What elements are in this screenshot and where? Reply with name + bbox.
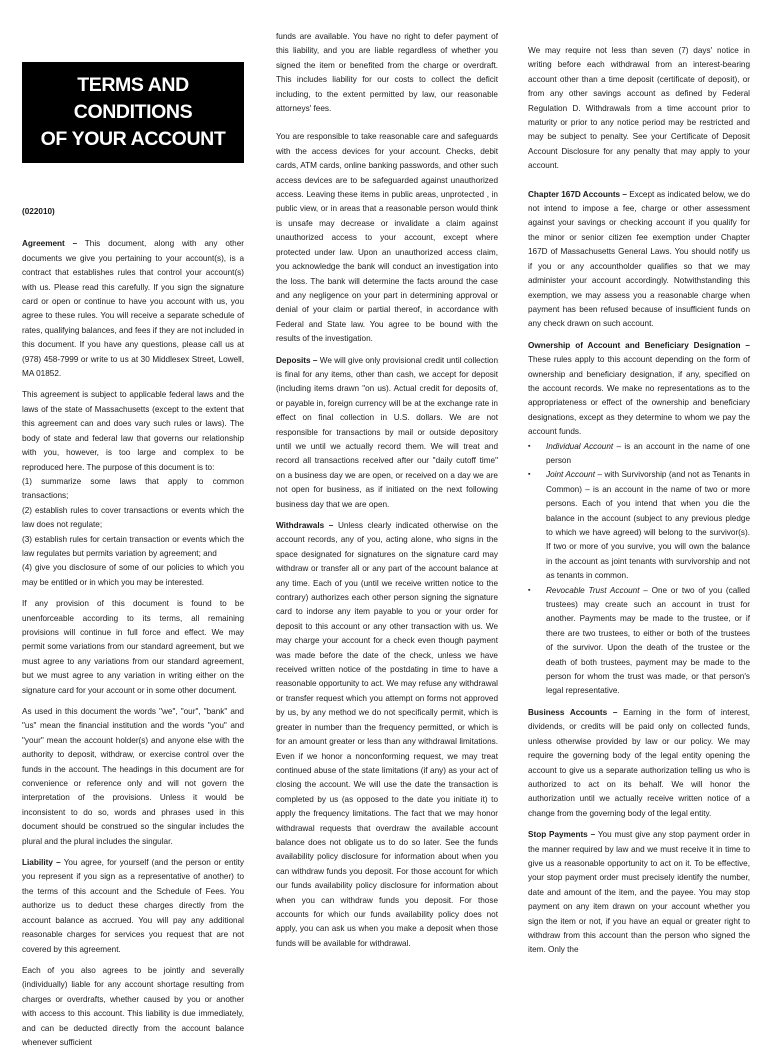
purpose-item-4: (4) give you disclosure of some of our policies to which you may be entitled or in which you may be interested. [22, 563, 244, 587]
list-item [528, 440, 750, 469]
column-1 [22, 62, 244, 1057]
stop-payments-text: You must give any stop payment order in the manner required by law and we must receive it in time to give us a reasonable opportunity to act on it. To be effective, your stop payment order must precisely identify the number, date and amount of the item, and the payee. You may stop payment on any item drawn on your account whether you sign the item or not, if you have an equal or greater right to withdraw from this account than the person who signed the item. Only the [528, 830, 750, 955]
individual-account-text: – is an account in the name of one person [546, 441, 750, 465]
purpose-item-3: (3) establish rules for certain transaction or events which the law regulates but permits variation by agreement; and [22, 534, 244, 558]
purpose-item-2: (2) establish rules to cover transactions or events which the law does not regulate; [22, 505, 244, 530]
liability-paragraph [22, 856, 244, 957]
deposits-paragraph [276, 354, 498, 512]
definitions-paragraph: As used in this document the words "we", "our", "bank" and "us" mean the financial institution and the words "you" and "your" mean the account holder(s) and anyone else with the authority to deposit, withdraw, or exercise control over the funds in the account. The headings in this document are for convenience or reference only and will not govern the interpretation of the provisions. Unless it would be inconsistent to do so, words and phrases used in this document should be construed so the singular includes the plural and the plural includes the singular. [22, 707, 244, 846]
withdrawals-paragraph [276, 519, 498, 951]
ownership-text: These rules apply to this account depending on the form of ownership and beneficiary designation, if any, specified on the account records. We make no representations as to the appropriateness or effect of the ownership and beneficiary designations, except as they determine to whom we pay the account funds. [528, 355, 750, 437]
stop-payments-paragraph [528, 828, 750, 958]
revocable-trust-text: – One or two of you (called trustees) may create such an account in trust for another. Payments may be made to the trustee, or if there are two trustees, to either or both of the trustees of the survivor. Upon the death of the trustee or the death of both trustees, payment may be made to the person for whom the trust was made, or that person's legal representative. [546, 585, 750, 696]
individual-account-term: Individual Account [546, 441, 614, 451]
deposits-heading: Deposits – [276, 355, 318, 365]
business-accounts-heading: Business Accounts – [528, 707, 618, 717]
agreement-paragraph [22, 237, 244, 381]
agreement-heading: Agreement – [22, 239, 78, 249]
unenforceable-paragraph: If any provision of this document is found to be unenforceable according to its terms, all remaining provisions will continue in full force and effect. We may permit some variations from our standard agreement, but we must agree to any variations from our standard agreement, but we must agree to any variation in writing either on the signature card for your account or in some other document. [22, 599, 244, 695]
business-accounts-text: Earning in the form of interest, dividends, or credits will be paid only on collected funds, unless otherwise provided by law or our policy. We may require the governing body of the legal entity opening the account to give us a separate authorization telling us who is authorized to act on its behalf. We will honor the authorization until we actually receive written notice of a change from the governing body of the legal entity. [528, 707, 750, 818]
stop-payments-heading: Stop Payments – [528, 830, 596, 840]
safeguards-paragraph: You are responsible to take reasonable care and safeguards with the access devices for your account. Checks, debit cards, ATM cards, online banking passwords, and other such access devices are to be safeguarded against unauthorized access. Leaving these items in public areas, unprotected , in public view, or in areas that a reasonable person would think is unsafe may decrease or invalidate a claim against unauthorized access to your account, except where protected under law. Upon an unauthorized access claim, you acknowledge the bank will conduct an investigation into the loss. The bank will determine the facts around the case and any negligence on your part in determining approval or denial of your claim or partial thereof, in accordance with Federal and State law. You agree to be bound with the results of the investigation. [276, 132, 498, 344]
withdrawals-text: Unless clearly indicated otherwise on the account records, any of you, acting alone, who signs in the space designated for signatures on the signature card may withdraw or transfer all or any part of the account balance at any time. Each of you (until we receive written notice to the contrary) authorizes each other person signing the signature card to indorse any item payable to you or your order for deposit to this account or any other transaction with us. We may charge your account for a check even though payment was made before the date of the check, unless we have received written notice of the postdating in time to have a reasonable opportunity to act. We may refuse any withdrawal or transfer request which you attempt on forms not approved by us, by any method we do not specifically permit, which is greater in number than the frequency permitted, or which is for an amount greater or less than any withdrawal limitations. Even if we honor a nonconforming request, we may treat continued abuse of the state limitations (if any) as your act of closing the account. We will use the date the transaction is completed by us (as opposed to the date you initiate it) to apply the frequency limitations. The fact that we may honor withdrawal requests that overdraw the available account balance does not obligate us to do so later. See the funds availability policy disclosure for information about when you can withdraw funds you deposit. For those account for which our funds availability policy disclosure for information about when you can withdraw funds you deposit. For those accounts for which our funds availability policy does not apply, you can ask us when you make a deposit when those funds will be available for withdrawal. [276, 521, 499, 948]
notice-paragraph: We may require not less than seven (7) days' notice in writing before each withdrawal from an interest-bearing account other than a time deposit (certificate of deposit), or from any other savings account as defined by Federal Regulation D. Withdrawals from a time account prior to maturity or prior to any notice period may be restricted and may be subject to penalty. See your Certificate of Deposit Account Disclosure for any penalty that may apply to your account. [528, 46, 750, 171]
bullet-icon: ▪ [528, 471, 531, 479]
joint-account-term: Joint Account [546, 470, 596, 480]
chapter-167d-text: Except as indicated below, we do not intend to impose a fee, charge or other assessment against your savings or checking account if you qualify for the minor or senior citizen fee exemption under Chapter 167D of Massachusetts General Laws. You should notify us if you or any accountholder qualifies so that we may administer your account accordingly. Notwithstanding this exemption, we may assess you a reasonable charge when payment has been refused because of insufficient funds on any check drawn on such account. [528, 189, 751, 329]
funds-paragraph: funds are available. You have no right to defer payment of this liability, and you are liable regardless of whether you signed the item or benefited from the charge or overdraft. This includes liability for our costs to collect the deficit including, to the extent permitted by law, our reasonable attorneys' fees. [276, 32, 498, 114]
ownership-heading: Ownership of Account and Beneficiary Designation – [528, 340, 750, 350]
subject-text: This agreement is subject to applicable federal laws and the laws of the state of Massachusetts (except to the extent that this agreement can and does vary such rules or laws). The body of state and federal law that governs our relationship with you, however, is too large and complex to be reproduced here. The purpose of this document is to: [22, 390, 244, 472]
form-code: (022010) [22, 207, 55, 216]
bullet-icon: ▪ [528, 442, 531, 450]
title-banner [22, 62, 244, 163]
title-line-1: TERMS AND CONDITIONS [73, 74, 193, 123]
joint-liability-paragraph: Each of you also agrees to be jointly and severally (individually) liable for any account shortage resulting from charges or overdrafts, whether caused by you or another with access to this account. This liability is due immediately, and can be deducted directly from the account balance whenever sufficient [22, 965, 244, 1047]
revocable-trust-term: Revocable Trust Account [546, 585, 640, 595]
column-2 [276, 30, 498, 958]
ownership-paragraph [528, 339, 750, 440]
liability-heading: Liability – [22, 858, 61, 868]
business-accounts-paragraph [528, 706, 750, 821]
agreement-text: This document, along with any other documents we give you pertaining to your account(s), is a contract that establishes rules that control your account(s) with us. Please read this carefully. If you sign the signature card or open or continue to have you account with us, you agree to these rules. You will receive a separate schedule of rates, qualifying balances, and fees if they are not included in this document. If you have any questions, please call us at (978) 458-7999 or write to us at 30 Middlesex Street, Lowell, MA 01852. [22, 239, 244, 379]
deposits-text: We will give only provisional credit until collection is final for any items, other than cash, we accept for deposit (including items drawn "on us). Actual credit for deposits of, or payable in, foreign currency will be at the exchange rate in effect on final collection in U.S. dollars. We are not responsible for transactions by mail or outside depository until we until we actually record them. We will treat and record all transactions received after our "daily cutoff time" on a business day we are open, or received on a day we are not open for business, as if initiated on the next following business day that we are open. [276, 355, 498, 509]
subject-paragraph [22, 388, 244, 590]
column-3 [528, 44, 750, 965]
list-item [528, 584, 750, 699]
purpose-item-1: (1) summarize some laws that apply to common transactions; [22, 476, 244, 501]
joint-account-text: – with Survivorship (and not as Tenants in Common) – is an account in the name of two or more persons. Each of you intend that when you die the balance in the account (subject to any previous pledge to which we have agreed) will belong to the survivor(s). If two or more of you survive, you will own the balance in the account as joint tenants with survivorship and not as tenants in common. [546, 470, 750, 581]
chapter-167d-heading: Chapter 167D Accounts – [528, 189, 627, 199]
list-item [528, 468, 750, 583]
withdrawals-heading: Withdrawals – [276, 521, 334, 530]
title-line-2: OF YOUR ACCOUNT [40, 128, 226, 150]
chapter-167d-paragraph [528, 188, 750, 332]
bullet-icon: ▪ [528, 586, 531, 594]
liability-text: You agree, for yourself (and the person or entity you represent if you sign as a representative of another) to the terms of this account and the Schedule of Fees. You authorize us to deduct these charges directly from the account balance as accrued. You will pay any additional reasonable charges for services you request that are not covered by this agreement. [22, 858, 245, 954]
ownership-list [528, 440, 750, 699]
